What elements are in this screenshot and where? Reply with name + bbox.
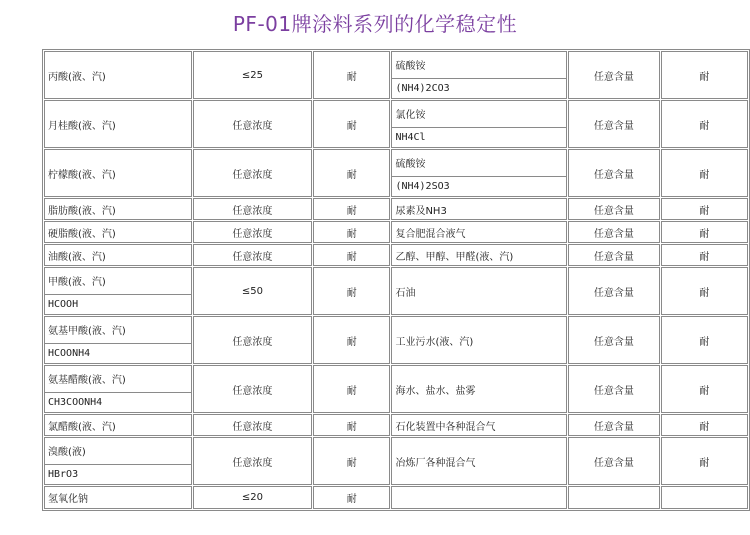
table-row bbox=[44, 198, 748, 220]
right-substance-cell: 乙醇、甲醇、甲醛(液、汽) bbox=[391, 244, 567, 266]
left-substance-cell bbox=[44, 316, 192, 364]
left-concentration-cell: 任意浓度 bbox=[193, 198, 312, 220]
left-resistance-cell: 耐 bbox=[313, 149, 391, 197]
left-resistance-cell: 耐 bbox=[313, 316, 391, 364]
left-resistance-cell: 耐 bbox=[313, 221, 391, 243]
substance-name: 硫酸铵 bbox=[395, 61, 426, 73]
substance-name: 氯化铵 bbox=[395, 110, 426, 122]
table-row bbox=[44, 221, 748, 243]
right-concentration-cell: 任意含量 bbox=[568, 437, 660, 485]
table-row bbox=[44, 244, 748, 266]
right-resistance-cell: 耐 bbox=[661, 198, 748, 220]
right-substance-cell bbox=[391, 100, 567, 148]
left-resistance-cell: 耐 bbox=[313, 365, 391, 413]
right-substance-cell-split bbox=[392, 101, 566, 147]
left-resistance-cell: 耐 bbox=[313, 100, 391, 148]
chemical-formula: HCOONH4 bbox=[45, 343, 191, 363]
left-concentration-cell: 任意浓度 bbox=[193, 414, 312, 436]
substance-name: 氨基醋酸(液、汽) bbox=[48, 375, 126, 387]
right-concentration-cell: 任意含量 bbox=[568, 51, 660, 99]
substance-name: 溴酸(液) bbox=[48, 447, 86, 459]
table-row bbox=[44, 316, 748, 364]
right-concentration-cell: 任意含量 bbox=[568, 316, 660, 364]
left-concentration-cell: 任意浓度 bbox=[193, 149, 312, 197]
left-resistance-cell: 耐 bbox=[313, 267, 391, 315]
right-substance-cell-split bbox=[392, 150, 566, 196]
right-resistance-cell bbox=[661, 486, 748, 509]
left-substance-cell: 氯醋酸(液、汽) bbox=[44, 414, 192, 436]
left-substance-cell bbox=[44, 365, 192, 413]
left-concentration-cell: 任意浓度 bbox=[193, 437, 312, 485]
left-concentration-cell: 任意浓度 bbox=[193, 316, 312, 364]
right-substance-cell-split bbox=[392, 52, 566, 98]
left-concentration-cell: ≤50 bbox=[193, 267, 312, 315]
page-title: PF-01牌涂料系列的化学稳定性 bbox=[232, 12, 518, 36]
right-concentration-cell: 任意含量 bbox=[568, 414, 660, 436]
right-concentration-cell: 任意含量 bbox=[568, 267, 660, 315]
right-substance-cell bbox=[391, 486, 567, 509]
chemical-formula: CH3COONH4 bbox=[45, 392, 191, 412]
right-substance-cell: 工业污水(液、汽) bbox=[391, 316, 567, 364]
substance-name: 硫酸铵 bbox=[395, 159, 426, 171]
chemical-formula: (NH4)2SO3 bbox=[392, 176, 566, 196]
left-concentration-cell: 任意浓度 bbox=[193, 100, 312, 148]
left-concentration-cell: 任意浓度 bbox=[193, 365, 312, 413]
right-substance-cell bbox=[391, 51, 567, 99]
left-substance-cell: 氢氧化钠 bbox=[44, 486, 192, 509]
left-resistance-cell: 耐 bbox=[313, 414, 391, 436]
right-substance-cell: 复合肥混合液气 bbox=[391, 221, 567, 243]
chemical-formula: (NH4)2CO3 bbox=[392, 78, 566, 98]
right-resistance-cell: 耐 bbox=[661, 365, 748, 413]
right-concentration-cell: 任意含量 bbox=[568, 198, 660, 220]
left-substance-cell-split bbox=[45, 268, 191, 314]
right-concentration-cell: 任意含量 bbox=[568, 221, 660, 243]
left-substance-cell-split bbox=[45, 317, 191, 363]
left-resistance-cell: 耐 bbox=[313, 437, 391, 485]
left-substance-cell bbox=[44, 267, 192, 315]
right-substance-cell: 石油 bbox=[391, 267, 567, 315]
substance-name: 甲酸(液、汽) bbox=[48, 277, 106, 289]
right-resistance-cell: 耐 bbox=[661, 149, 748, 197]
table-row bbox=[44, 267, 748, 315]
left-substance-cell: 油酸(液、汽) bbox=[44, 244, 192, 266]
right-substance-cell: 石化装置中各种混合气 bbox=[391, 414, 567, 436]
right-concentration-cell: 任意含量 bbox=[568, 244, 660, 266]
right-substance-cell: 尿素及NH3 bbox=[391, 198, 567, 220]
substance-name: 氨基甲酸(液、汽) bbox=[48, 326, 126, 338]
right-resistance-cell: 耐 bbox=[661, 437, 748, 485]
right-resistance-cell: 耐 bbox=[661, 221, 748, 243]
left-substance-cell: 硬脂酸(液、汽) bbox=[44, 221, 192, 243]
right-resistance-cell: 耐 bbox=[661, 100, 748, 148]
right-concentration-cell: 任意含量 bbox=[568, 149, 660, 197]
right-concentration-cell: 任意含量 bbox=[568, 100, 660, 148]
right-concentration-cell: 任意含量 bbox=[568, 365, 660, 413]
right-resistance-cell: 耐 bbox=[661, 267, 748, 315]
right-resistance-cell: 耐 bbox=[661, 51, 748, 99]
left-resistance-cell: 耐 bbox=[313, 486, 391, 509]
right-substance-cell bbox=[391, 149, 567, 197]
chemical-formula: HCOOH bbox=[45, 294, 191, 314]
left-substance-cell: 丙酸(液、汽) bbox=[44, 51, 192, 99]
right-substance-cell: 冶炼厂各种混合气 bbox=[391, 437, 567, 485]
table-row bbox=[44, 149, 748, 197]
left-substance-cell: 月桂酸(液、汽) bbox=[44, 100, 192, 148]
left-substance-cell bbox=[44, 437, 192, 485]
right-resistance-cell: 耐 bbox=[661, 316, 748, 364]
left-substance-cell-split bbox=[45, 438, 191, 484]
right-resistance-cell: 耐 bbox=[661, 244, 748, 266]
left-substance-cell: 柠檬酸(液、汽) bbox=[44, 149, 192, 197]
table-row bbox=[44, 486, 748, 509]
left-resistance-cell: 耐 bbox=[313, 198, 391, 220]
table-row bbox=[44, 51, 748, 99]
table-row bbox=[44, 414, 748, 436]
table-row bbox=[44, 100, 748, 148]
left-substance-cell-split bbox=[45, 366, 191, 412]
chemical-stability-table bbox=[42, 49, 750, 511]
left-substance-cell: 脂肪酸(液、汽) bbox=[44, 198, 192, 220]
left-resistance-cell: 耐 bbox=[313, 51, 391, 99]
left-concentration-cell: ≤25 bbox=[193, 51, 312, 99]
table-row bbox=[44, 365, 748, 413]
left-concentration-cell: ≤20 bbox=[193, 486, 312, 509]
chemical-formula: NH4Cl bbox=[392, 127, 566, 147]
chemical-formula: HBrO3 bbox=[45, 464, 191, 484]
table-row bbox=[44, 437, 748, 485]
left-resistance-cell: 耐 bbox=[313, 244, 391, 266]
left-concentration-cell: 任意浓度 bbox=[193, 244, 312, 266]
right-substance-cell: 海水、盐水、盐雾 bbox=[391, 365, 567, 413]
right-concentration-cell bbox=[568, 486, 660, 509]
right-resistance-cell: 耐 bbox=[661, 414, 748, 436]
left-concentration-cell: 任意浓度 bbox=[193, 221, 312, 243]
